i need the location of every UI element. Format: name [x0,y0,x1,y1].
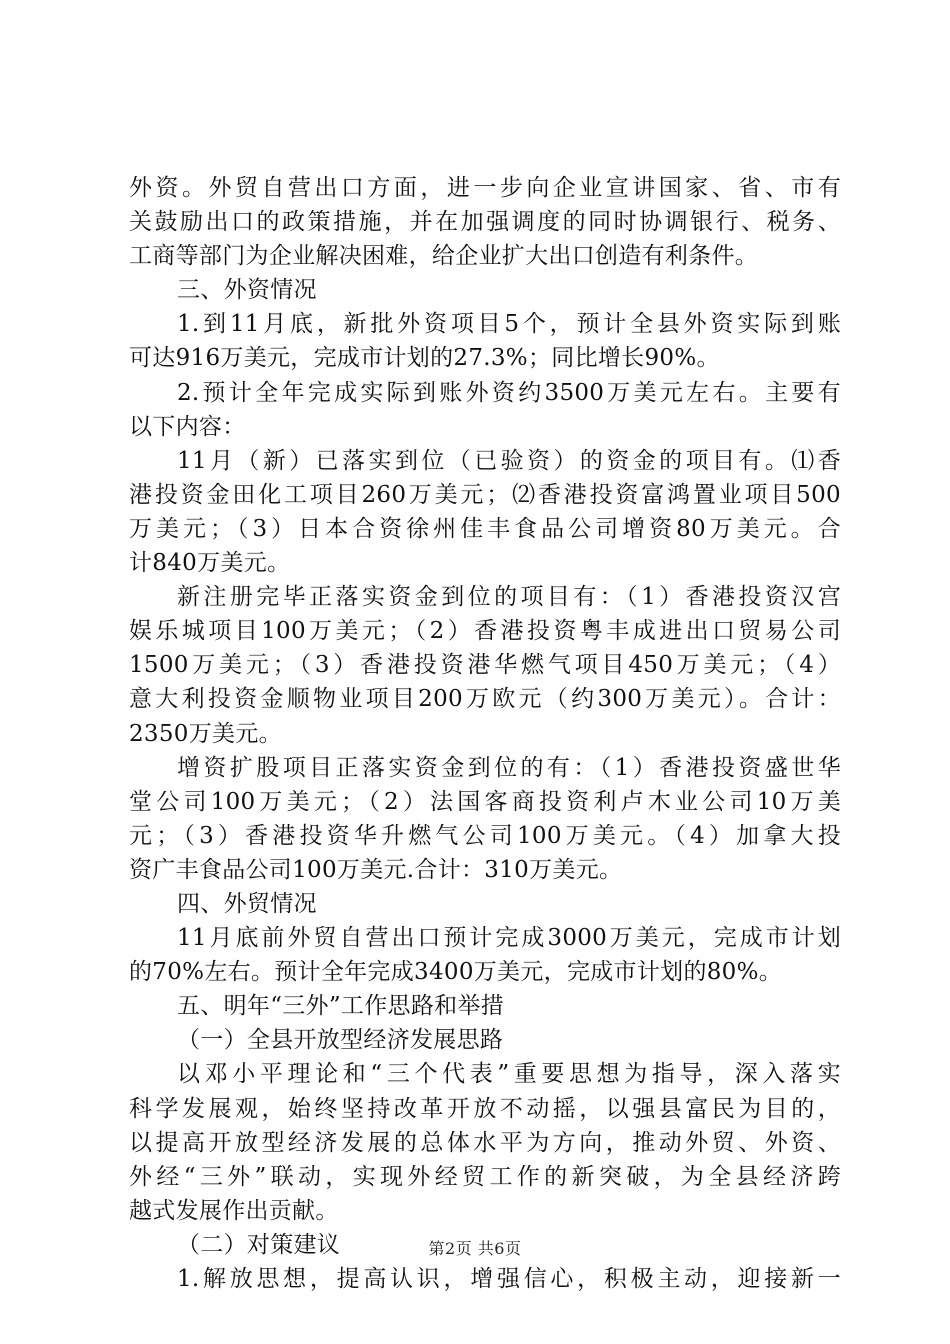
text-line: 以提高开放型经济发展的总体水平为方向，推动外贸、外资、 [129,1129,841,1156]
text-line: 堂公司100万美元；（2）法国客商投资利卢木业公司10万美 [129,788,841,815]
text-line: 科学发展观，始终坚持改革开放不动摇，以强县富民为目的， [129,1095,841,1122]
text-line: 以邓小平理论和“三个代表”重要思想为指导，深入落实 [177,1061,841,1088]
text-line: 1.到11月底，新批外资项目5个，预计全县外资实际到账 [177,311,841,338]
text-line: （二）对策建议 [177,1231,341,1258]
text-line: 娱乐城项目100万美元；（2）香港投资粤丰成进出口贸易公司 [129,618,841,645]
text-line: 三、外资情况 [177,277,317,304]
text-line: 11月底前外贸自营出口预计完成3000万美元，完成市计划 [177,925,841,952]
text-line: 越式发展作出贡献。 [129,1197,339,1224]
text-line: 计840万美元。 [129,550,291,577]
text-line: 港投资金田化工项目260万美元；⑵香港投资富鸿置业项目500 [129,481,841,508]
text-line: 2350万美元。 [129,720,282,747]
text-line: 资广丰食品公司100万美元.合计：310万美元。 [129,856,623,883]
text-line: 四、外贸情况 [177,890,317,917]
text-line: 2.预计全年完成实际到账外资约3500万美元左右。主要有 [177,379,841,406]
text-line: 新注册完毕正落实资金到位的项目有：（1）香港投资汉宫 [177,584,841,611]
text-line: 1500万美元；（3）香港投资港华燃气项目450万美元；（4） [129,652,841,679]
text-line: 元；（3）香港投资华升燃气公司100万美元。（4）加拿大投 [129,822,841,849]
text-line: 增资扩股项目正落实资金到位的有：（1）香港投资盛世华 [177,754,841,781]
text-line: 11月（新）已落实到位（已验资）的资金的项目有。⑴香 [177,447,841,474]
text-line: 的70%左右。预计全年完成3400万美元，完成市计划的80%。 [129,959,783,986]
text-line: 万美元；（3）日本合资徐州佳丰食品公司增资80万美元。合 [129,515,841,542]
document-body [129,171,841,1296]
text-line: 五、明年“三外”工作思路和举措 [177,993,505,1020]
page-number-footer: 第2页 共6页 [428,1239,522,1258]
text-line: 可达916万美元，完成市计划的27.3%；同比增长90%。 [129,345,720,372]
text-line: 工商等部门为企业解决困难，给企业扩大出口创造有利条件。 [129,243,759,270]
text-line: 以下内容： [129,413,246,440]
text-line: 外经“三外”联动，实现外经贸工作的新突破，为全县经济跨 [129,1163,841,1190]
text-line: （一）全县开放型经济发展思路 [177,1027,504,1054]
text-line: 外资。外贸自营出口方面，进一步向企业宣讲国家、省、市有 [129,175,841,201]
text-line: 1.解放思想，提高认识，增强信心，积极主动，迎接新一 [177,1266,841,1292]
text-line: 关鼓励出口的政策措施，并在加强调度的同时协调银行、税务、 [129,209,841,236]
text-line: 意大利投资金顺物业项目200万欧元（约300万美元）。合计： [129,686,841,713]
